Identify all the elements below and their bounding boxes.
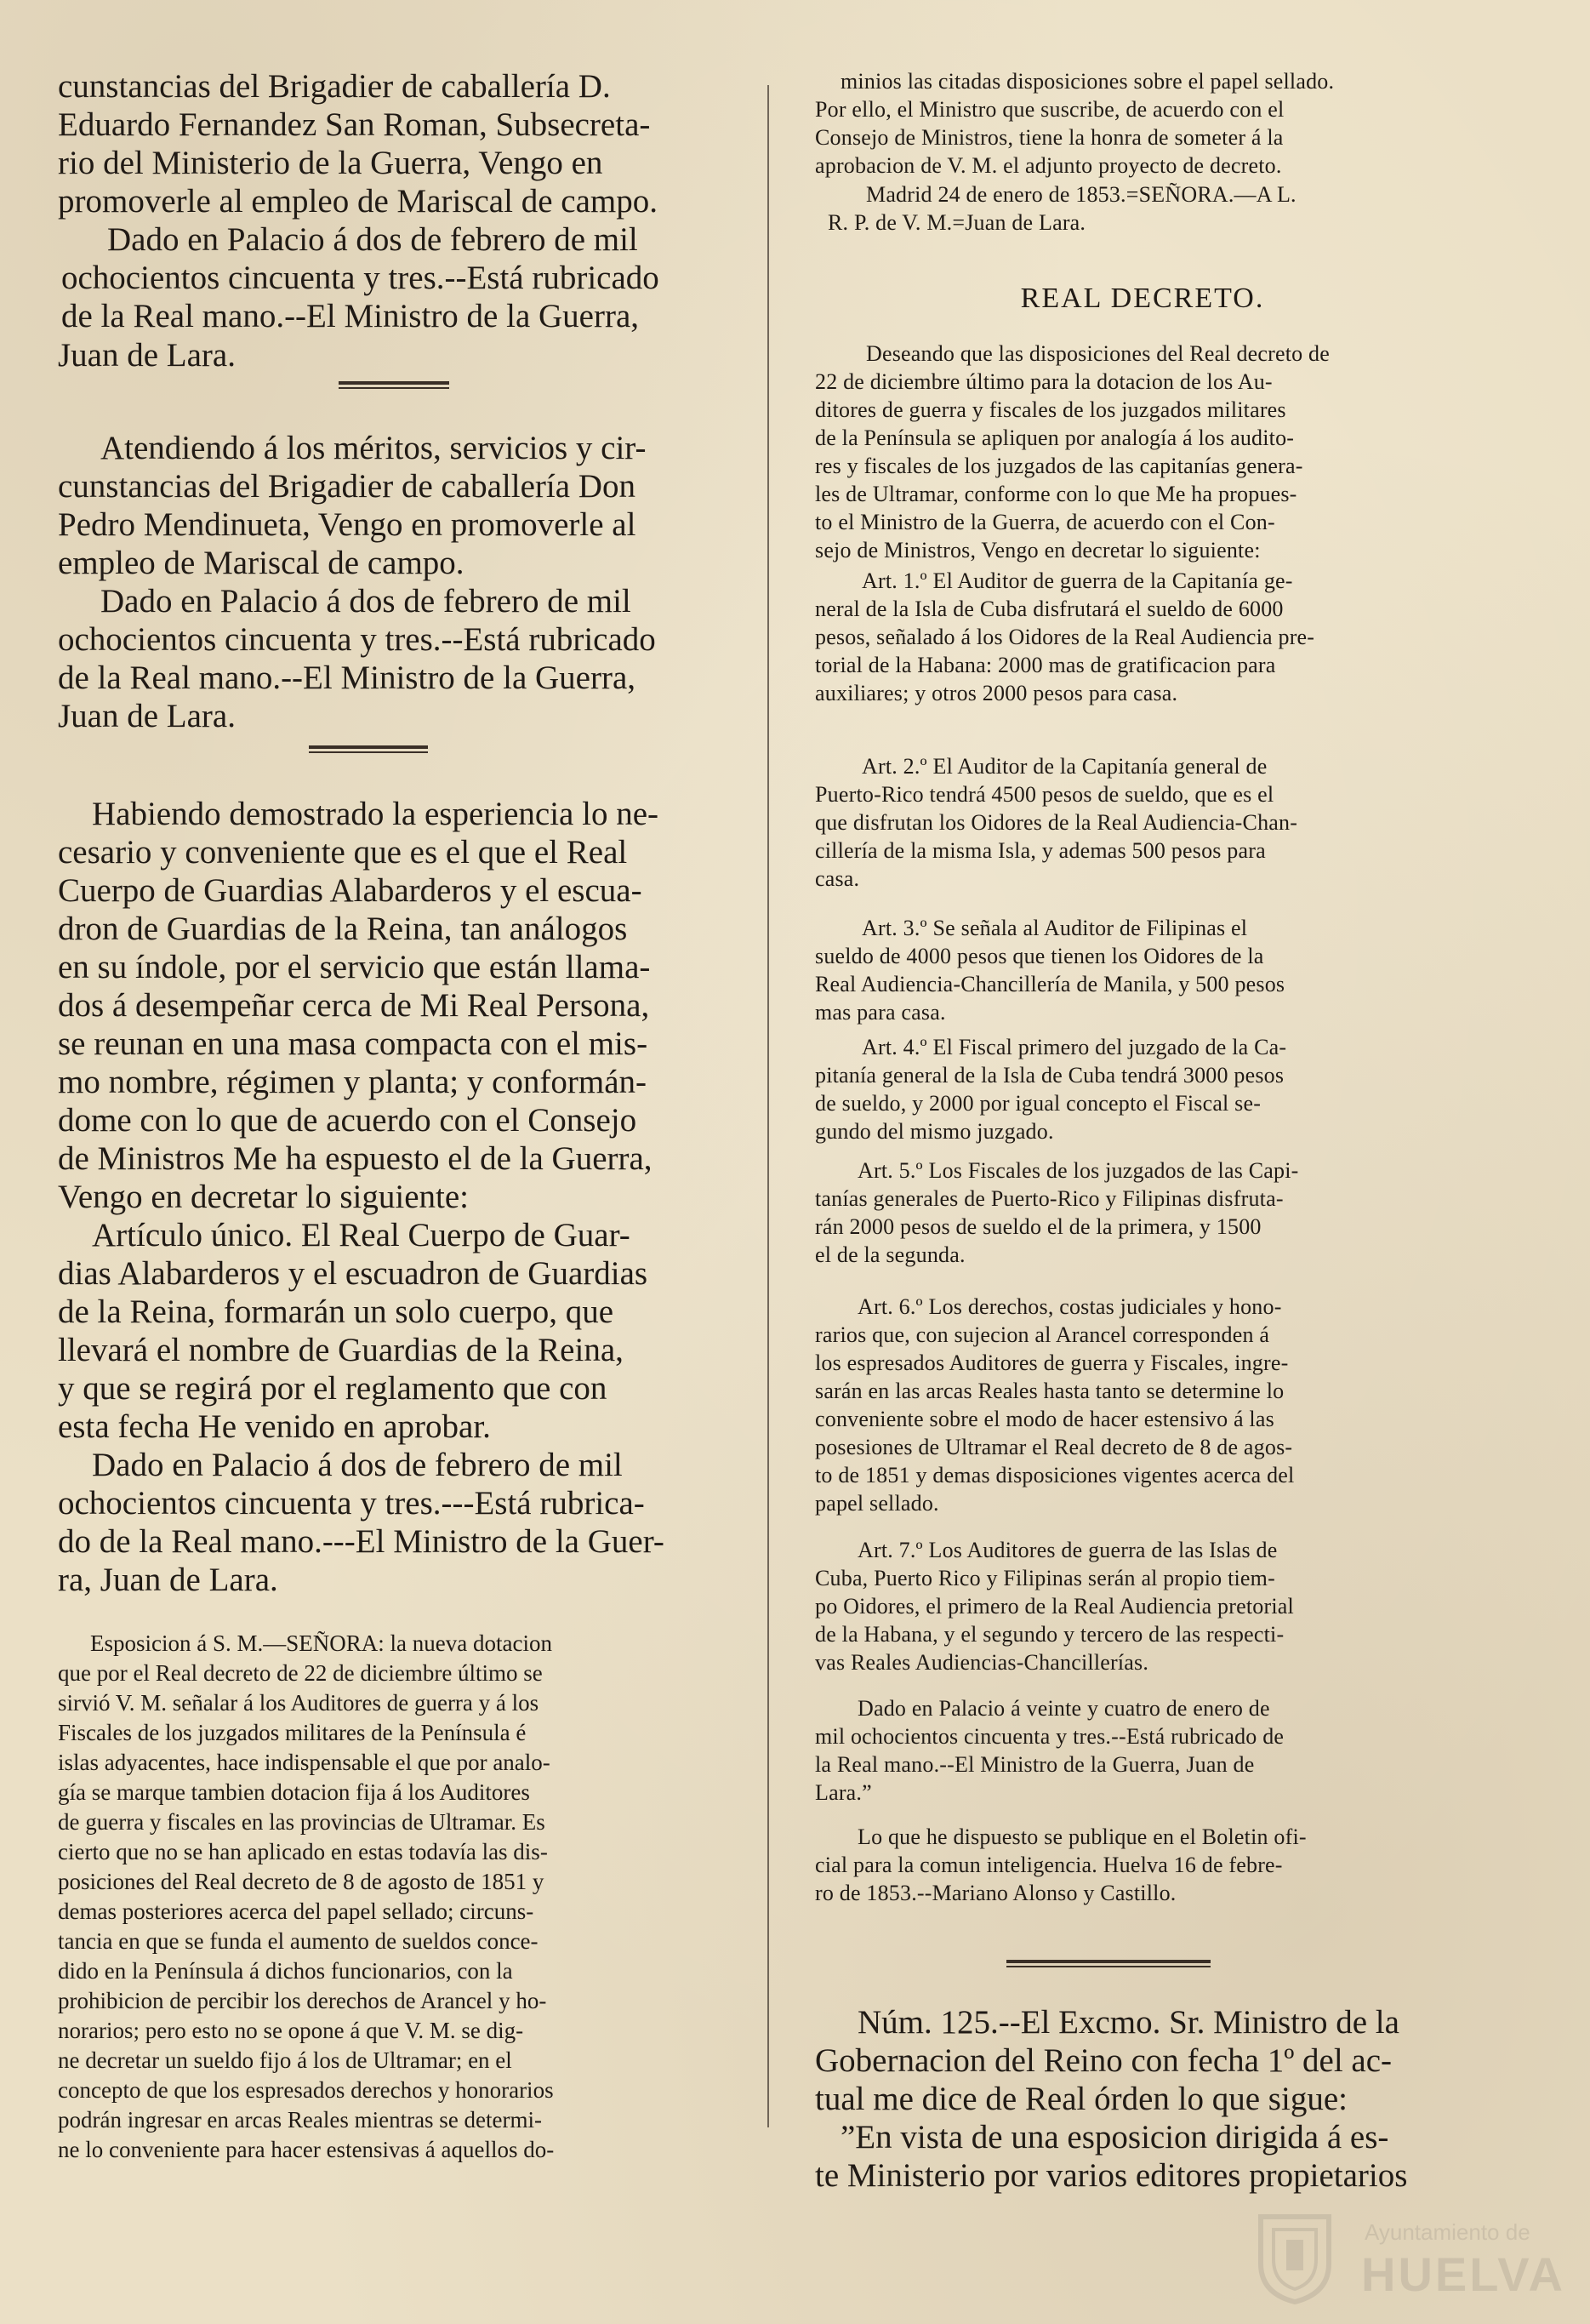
left-text-line: ne decretar un sueldo fijo á los de Ultramar; en el <box>58 2047 512 2073</box>
left-text-line: Dado en Palacio á dos de febrero de mil <box>100 583 631 620</box>
right-text-line: de la Habana, y el segundo y tercero de las respecti- <box>815 1622 1285 1647</box>
right-text-line: Núm. 125.--El Excmo. Sr. Ministro de la <box>858 2004 1399 2041</box>
left-text-line: en su índole, por el servicio que están llama- <box>58 949 651 985</box>
left-text-line: Vengo en decretar lo siguiente: <box>58 1179 469 1215</box>
left-text-line: Dado en Palacio á dos de febrero de mil <box>92 1447 623 1483</box>
right-text-line: casa. <box>815 866 860 891</box>
right-text-line: to el Ministro de la Guerra, de acuerdo con el Con- <box>815 510 1275 534</box>
right-text-line: Art. 6.º Los derechos, costas judiciales y hono- <box>858 1294 1282 1319</box>
left-text-line: ochocientos cincuenta y tres.--Está rubricado <box>61 260 659 296</box>
right-text-line: Lo que he dispuesto se publique en el Boletin ofi- <box>858 1824 1307 1849</box>
right-text-line: mil ochocientos cincuenta y tres.--Está rubricado de <box>815 1724 1285 1749</box>
right-text-line: de sueldo, y 2000 por igual concepto el Fiscal se- <box>815 1091 1262 1116</box>
left-text-line: de guerra y fiscales en las provincias de Ultramar. Es <box>58 1809 545 1835</box>
right-text-line: pitanía general de la Isla de Cuba tendrá 3000 pesos <box>815 1063 1285 1088</box>
left-text-line: Pedro Mendinueta, Vengo en promoverle al <box>58 506 636 543</box>
right-text-line: rarios que, con sujecion al Arancel corresponden á <box>815 1322 1270 1347</box>
left-text-line: ochocientos cincuenta y tres.--Está rubricado <box>58 621 656 658</box>
right-text-line: te Ministerio por varios editores propietarios <box>815 2157 1408 2194</box>
left-text-line: de la Reina, formarán un solo cuerpo, que <box>58 1293 614 1330</box>
left-text-line: esta fecha He venido en aprobar. <box>58 1408 491 1445</box>
right-text-line: Consejo de Ministros, tiene la honra de someter á la <box>815 125 1284 150</box>
right-text-line: Puerto-Rico tendrá 4500 pesos de sueldo, que es el <box>815 782 1274 807</box>
right-text-line: sueldo de 4000 pesos que tienen los Oidores de la <box>815 944 1264 968</box>
section-divider-ornament <box>309 745 428 756</box>
left-text-line: sirvió V. M. señalar á los Auditores de guerra y á los <box>58 1690 539 1716</box>
right-text-line: neral de la Isla de Cuba disfrutará el sueldo de 6000 <box>815 597 1284 621</box>
left-text-line: tancia en que se funda el aumento de sueldos conce- <box>58 1928 539 1954</box>
left-text-line: mo nombre, régimen y planta; y conformán- <box>58 1064 647 1100</box>
right-text-line: ro de 1853.--Mariano Alonso y Castillo. <box>815 1881 1177 1905</box>
left-text-line: dome con lo que de acuerdo con el Consejo <box>58 1102 637 1139</box>
left-text-line: Fiscales de los juzgados militares de la Península é <box>58 1720 527 1745</box>
right-text-line: tanías generales de Puerto-Rico y Filipinas disfruta- <box>815 1186 1284 1211</box>
right-text-line: que disfrutan los Oidores de la Real Audiencia-Chan- <box>815 810 1298 835</box>
right-text-line: Gobernacion del Reino con fecha 1º del ac- <box>815 2042 1393 2079</box>
right-text-line: Dado en Palacio á veinte y cuatro de enero de <box>858 1696 1270 1721</box>
left-text-line: y que se regirá por el reglamento que con <box>58 1370 607 1407</box>
left-text-line: do de la Real mano.---El Ministro de la Guer- <box>58 1523 664 1560</box>
left-text-line: Eduardo Fernandez San Roman, Subsecreta- <box>58 106 651 143</box>
right-text-line: Lara.” <box>815 1780 872 1805</box>
seal-icon <box>1244 2204 1346 2306</box>
right-text-line: ditores de guerra y fiscales de los juzgados militares <box>815 397 1286 422</box>
right-text-line: cial para la comun inteligencia. Huelva 16 de febre- <box>815 1853 1283 1877</box>
right-text-line: torial de la Habana: 2000 mas de gratificacion para <box>815 653 1276 677</box>
left-text-line: concepto de que los espresados derechos y honorarios <box>58 2077 554 2103</box>
right-text-line: Art. 1.º El Auditor de guerra de la Capitanía ge- <box>862 568 1293 593</box>
left-text-line: ra, Juan de Lara. <box>58 1562 278 1598</box>
section-divider-ornament <box>1006 1960 1211 1970</box>
left-text-line: de Ministros Me ha espuesto el de la Guerra, <box>58 1140 653 1177</box>
left-text-line: cesario y conveniente que es el que el Real <box>58 834 628 871</box>
left-text-line: rio del Ministerio de la Guerra, Vengo en <box>58 145 603 181</box>
right-text-line: Deseando que las disposiciones del Real decreto de <box>866 341 1330 366</box>
column-divider <box>767 85 769 2127</box>
left-text-line: norarios; pero esto no se opone á que V. M. se dig- <box>58 2018 524 2043</box>
left-text-line: demas posteriores acerca del papel sellado; circuns- <box>58 1899 534 1924</box>
right-text-line: los espresados Auditores de guerra y Fiscales, ingre- <box>815 1350 1289 1375</box>
left-text-line: se reunan en una masa compacta con el mis- <box>58 1025 648 1062</box>
left-text-line: Esposicion á S. M.—SEÑORA: la nueva dotacion <box>90 1630 552 1656</box>
left-text-line: gía se marque tambien dotacion fija á los Auditores <box>58 1779 530 1805</box>
left-text-line: posiciones del Real decreto de 8 de agosto de 1851 y <box>58 1869 544 1894</box>
right-text-line: sejo de Ministros, Vengo en decretar lo siguiente: <box>815 538 1261 562</box>
right-text-line: conveniente sobre el modo de hacer estensivo á las <box>815 1407 1274 1431</box>
right-text-line: les de Ultramar, conforme con lo que Me ha propues- <box>815 482 1297 506</box>
left-text-line: promoverle al empleo de Mariscal de campo. <box>58 183 658 220</box>
watermark-line1: Ayuntamiento de <box>1365 2219 1530 2245</box>
right-text-line: sarán en las arcas Reales hasta tanto se determine lo <box>815 1379 1285 1403</box>
right-text-line: po Oidores, el primero de la Real Audiencia pretorial <box>815 1594 1294 1619</box>
right-text-line: Real Audiencia-Chancillería de Manila, y 500 pesos <box>815 972 1285 996</box>
right-text-line: Art. 2.º El Auditor de la Capitanía general de <box>862 754 1268 779</box>
right-text-line: res y fiscales de los juzgados de las capitanías genera- <box>815 454 1303 478</box>
right-text-line: papel sellado. <box>815 1491 939 1516</box>
left-text-line: Juan de Lara. <box>58 337 236 374</box>
left-text-line: Habiendo demostrado la esperiencia lo ne- <box>92 796 658 832</box>
right-text-line: Cuba, Puerto Rico y Filipinas serán al propio tiem- <box>815 1566 1275 1590</box>
right-text-line: 22 de diciembre último para la dotacion de los Au- <box>815 369 1273 394</box>
left-text-line: dos á desempeñar cerca de Mi Real Persona, <box>58 987 650 1024</box>
left-text-line: Atendiendo á los méritos, servicios y cir- <box>100 430 647 466</box>
right-text-line: R. P. de V. M.=Juan de Lara. <box>828 210 1086 235</box>
right-text-line: Art. 5.º Los Fiscales de los juzgados de las Capi- <box>858 1158 1299 1183</box>
right-text-line: Art. 7.º Los Auditores de guerra de las Islas de <box>858 1538 1278 1562</box>
left-text-line: dias Alabarderos y el escuadron de Guardias <box>58 1255 648 1292</box>
right-text-line: Art. 4.º El Fiscal primero del juzgado de la Ca- <box>862 1035 1287 1059</box>
right-text-line: Por ello, el Ministro que suscribe, de acuerdo con el <box>815 97 1285 122</box>
right-text-line: vas Reales Audiencias-Chancillerías. <box>815 1650 1149 1675</box>
left-text-line: empleo de Mariscal de campo. <box>58 545 464 581</box>
right-text-line: la Real mano.--El Ministro de la Guerra, Juan de <box>815 1752 1255 1777</box>
right-text-line: tual me dice de Real órden lo que sigue: <box>815 2081 1348 2117</box>
archive-watermark <box>1244 2204 1567 2315</box>
right-text-line: ”En vista de una esposicion dirigida á es- <box>841 2119 1389 2156</box>
left-text-line: de la Real mano.--El Ministro de la Guerra, <box>58 660 636 696</box>
left-text-line: Artículo único. El Real Cuerpo de Guar- <box>92 1217 630 1253</box>
right-text-line: to de 1851 y demas disposiciones vigentes acerca del <box>815 1463 1295 1487</box>
right-text-line: auxiliares; y otros 2000 pesos para casa. <box>815 681 1178 705</box>
right-text-line: aprobacion de V. M. el adjunto proyecto de decreto. <box>815 153 1282 178</box>
right-text-line: posesiones de Ultramar el Real decreto de 8 de agos- <box>815 1435 1293 1459</box>
left-text-line: prohibicion de percibir los derechos de Arancel y ho- <box>58 1988 547 2013</box>
left-text-line: cunstancias del Brigadier de caballería D. <box>58 68 611 105</box>
left-text-line: ochocientos cincuenta y tres.---Está rubrica- <box>58 1485 645 1522</box>
left-text-line: Juan de Lara. <box>58 698 236 734</box>
right-text-line: minios las citadas disposiciones sobre el papel sellado. <box>841 69 1335 94</box>
left-text-line: que por el Real decreto de 22 de diciembre último se <box>58 1660 543 1686</box>
right-text-line: cillería de la misma Isla, y ademas 500 pesos para <box>815 838 1266 863</box>
left-text-line: Dado en Palacio á dos de febrero de mil <box>107 221 638 258</box>
left-text-line: llevará el nombre de Guardias de la Reina, <box>58 1332 624 1368</box>
right-text-line: de la Península se apliquen por analogía á los audito- <box>815 425 1295 450</box>
right-text-line: gundo del mismo juzgado. <box>815 1119 1054 1144</box>
right-text-line: REAL DECRETO. <box>1020 285 1265 312</box>
section-divider-ornament <box>339 381 449 391</box>
left-text-line: islas adyacentes, hace indispensable el que por analo- <box>58 1750 550 1775</box>
right-text-line: rán 2000 pesos de sueldo el de la primera, y 1500 <box>815 1214 1262 1239</box>
right-text-line: mas para casa. <box>815 1000 946 1025</box>
left-text-line: cierto que no se han aplicado en estas todavía las dis- <box>58 1839 548 1864</box>
left-text-line: Cuerpo de Guardias Alabarderos y el escua- <box>58 872 642 909</box>
right-text-line: Art. 3.º Se señala al Auditor de Filipinas el <box>862 916 1248 940</box>
left-text-line: dron de Guardias de la Reina, tan análogos <box>58 911 628 947</box>
watermark-line2: HUELVA <box>1361 2247 1565 2301</box>
right-text-line: el de la segunda. <box>815 1242 966 1267</box>
right-text-line: pesos, señalado á los Oidores de la Real Audiencia pre- <box>815 625 1315 649</box>
left-text-line: cunstancias del Brigadier de caballería Don <box>58 468 635 505</box>
right-text-line: Madrid 24 de enero de 1853.=SEÑORA.—A L. <box>866 182 1297 207</box>
left-text-line: ne lo conveniente para hacer estensivas á aquellos do- <box>58 2137 555 2162</box>
left-text-line: de la Real mano.--El Ministro de la Guerra, <box>61 298 640 334</box>
left-text-line: podrán ingresar en arcas Reales mientras se determi- <box>58 2107 543 2133</box>
left-text-line: dido en la Península á dichos funcionarios, con la <box>58 1958 513 1984</box>
